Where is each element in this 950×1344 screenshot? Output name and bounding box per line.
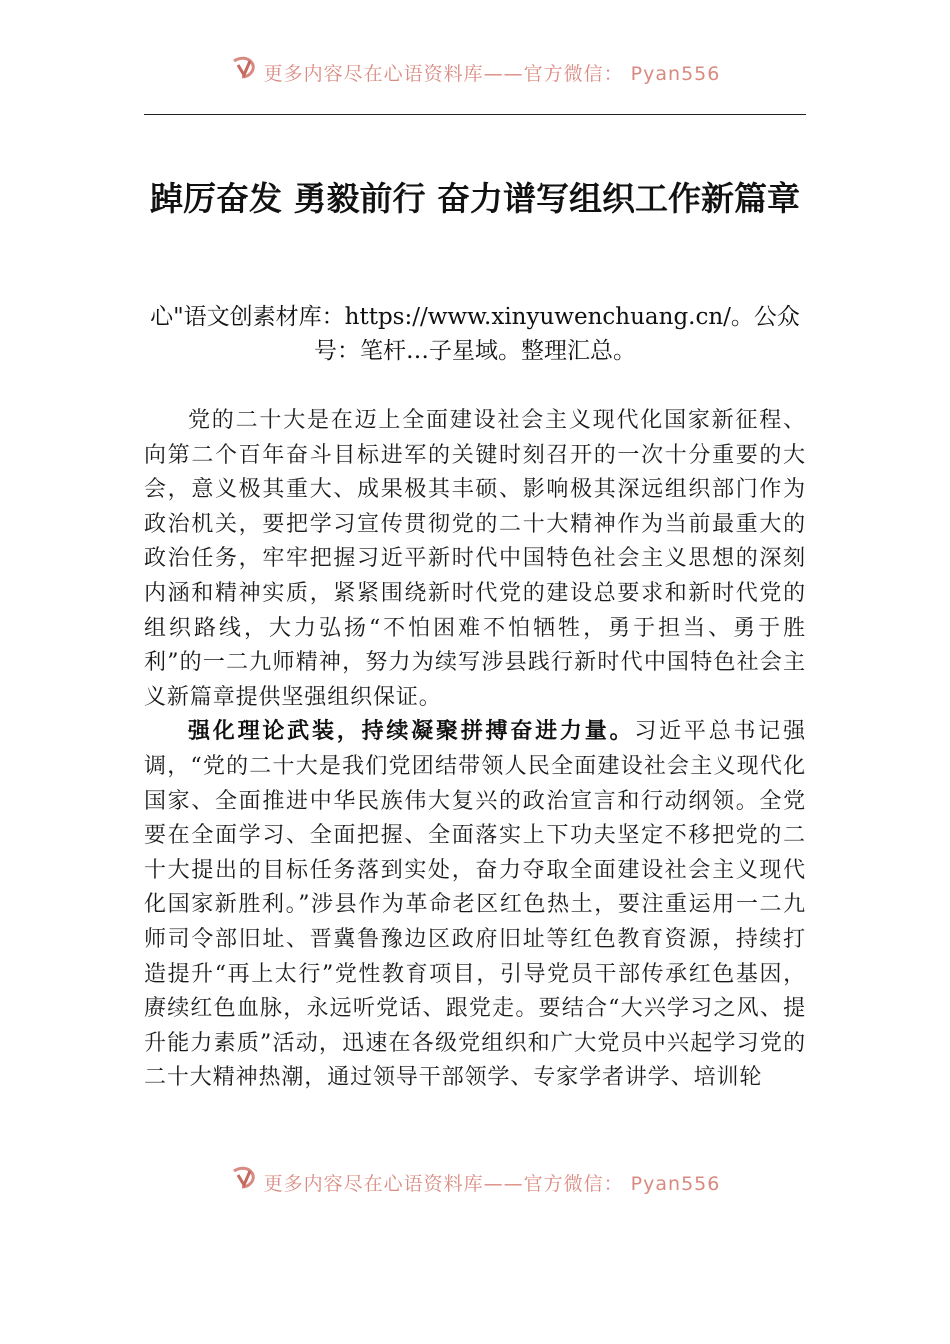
document-title: 踔厉奋发 勇毅前行 奋力谱写组织工作新篇章 — [150, 179, 800, 218]
watermark-text: 更多内容尽在心语资料库——官方微信： Pyan556 — [263, 1172, 721, 1194]
brand-logo-icon — [230, 1165, 258, 1191]
document-body — [144, 404, 806, 1096]
watermark-text: 更多内容尽在心语资料库——官方微信： Pyan556 — [263, 62, 721, 84]
source-line: 心"语文创素材库：https://www.xinyuwenchuang.cn/。公众号：笔杆…子星域。整理汇总。 — [150, 304, 800, 364]
paragraph — [144, 715, 806, 1096]
watermark-header — [0, 52, 950, 84]
paragraph — [144, 404, 806, 715]
paragraph-lead: 强化理论武装，持续凝聚拼搏奋进力量。 — [188, 719, 635, 745]
paragraph-text: 习近平总书记强调，“党的二十大是我们党团结带领人民全面建设社会主义现代化国家、全面推进中华民族伟大复兴的政治宣言和行动纲领。全党要在全面学习、全面把握、全面落实上下功夫坚定不移把党的二十大提出的目标任务落到实处，奋力夺取全面建设社会主义现代化国家新胜利。”涉县作为革命老区红色热土，要注重运用一二九师司令部旧址、晋冀鲁豫边区政府旧址等红色教育资源，持续打造提升“再上太行”党性教育项目，引导党员干部传承红色基因，赓续红色血脉，永远听党话、跟党走。要结合“大兴学习之风、提升能力素质”活动，迅速在各级党组织和广大党员中兴起学习党的二十大精神热潮，通过领导干部领学、专家学者讲学、培训轮 — [144, 719, 806, 1091]
paragraph-text: 党的二十大是在迈上全面建设社会主义现代化国家新征程、向第二个百年奋斗目标进军的关键时刻召开的一次十分重要的大会，意义极其重大、成果极其丰硕、影响极其深远组织部门作为政治机关，要把学习宣传贯彻党的二十大精神作为当前最重大的政治任务，牢牢把握习近平新时代中国特色社会主义思想的深刻内涵和精神实质，紧紧围绕新时代党的建设总要求和新时代党的组织路线，大力弘扬“不怕困难不怕牺牲，勇于担当、勇于胜利”的一二九师精神，努力为续写涉县践行新时代中国特色社会主义新篇章提供坚强组织保证。 — [144, 408, 806, 710]
watermark-footer — [0, 1162, 950, 1194]
header-divider — [144, 114, 806, 115]
brand-logo-icon — [230, 55, 258, 81]
